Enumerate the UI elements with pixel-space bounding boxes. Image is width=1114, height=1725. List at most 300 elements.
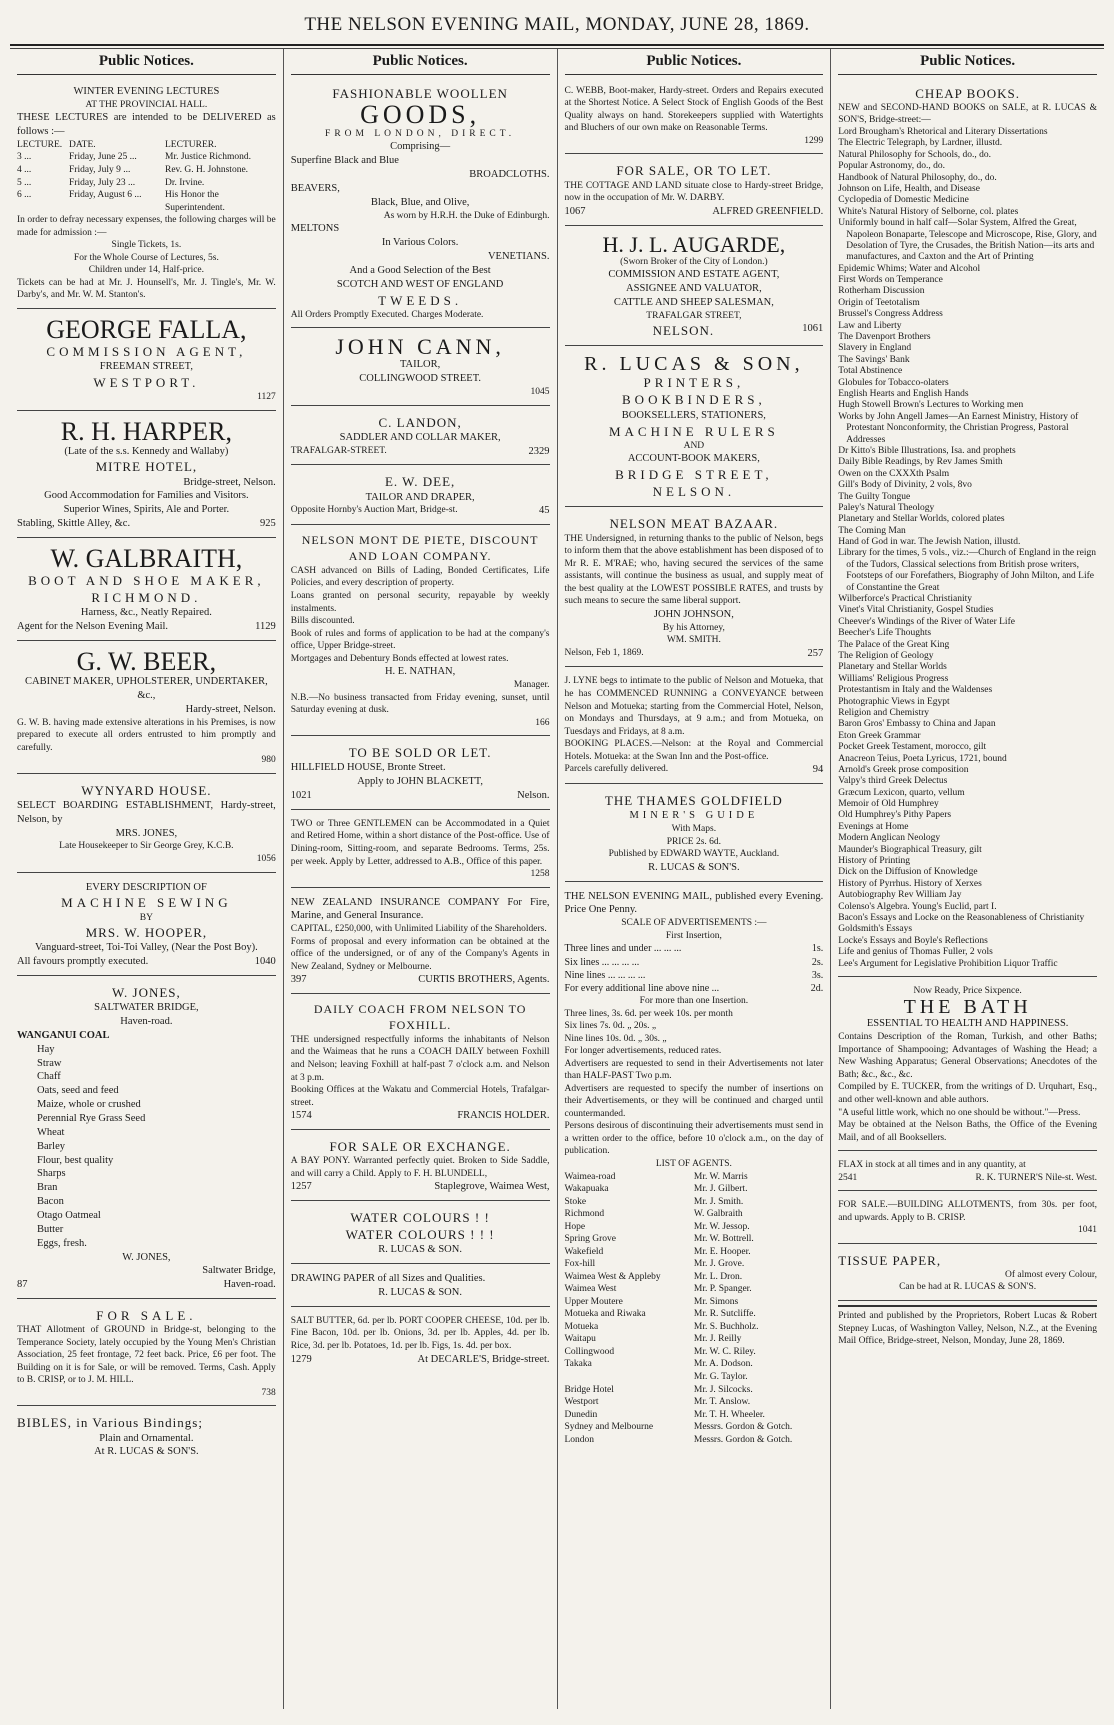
ad-body: J. LYNE begs to intimate to the public of Nelson and Motueka, that he has COMMENCED RUNNING a CONVEYANCE between Nelson and Motueka; starting from the Commercial Hotel, Nelson, on Mondays and Thursdays, at 9 a.m.; and from Motueka, on Tuesdays and Fridays, at 8 a.m. [564,676,824,737]
book-list [838,127,1097,970]
list-item: Life and genius of Thomas Fuller, 2 vols [838,947,993,958]
list-item: Beecher's Life Thoughts [838,628,932,639]
cell: Upper Moutere [564,1296,623,1307]
cell: Stoke [564,1196,587,1207]
ad-signature: H. E. NATHAN, [384,666,456,678]
ad-title: TISSUE PAPER, [838,1252,942,1268]
ad-line: MACHINE RULERS [608,423,779,439]
ad-line: WESTPORT. [93,374,200,390]
cell: Six lines ... ... ... ... [564,956,640,968]
ad-title: DAILY COACH FROM NELSON TO FOXHILL. [313,1002,527,1033]
ad-body: SALT BUTTER, 6d. per lb. PORT COOPER CHEESE, 10d. per lb. Fine Bacon, 10d. per lb. Onions, 3d. per lb. Apples, 4d. per lb. Rice, 3d. per lb. Potatoes, 1d. per lb. Figs, 1s. 4d. per box. [290,1315,550,1352]
ad-body: Contains Description of the Roman, Turkish, and other Baths; Importance of Shampooing; Advantages of Washing the Head; a New Washing Apparatus; General Observations; Anecdotes of the Bath; &c., &c., &c. [838,1032,1097,1080]
column-heading: Public Notices. [291,52,550,75]
ad-line: SCOTCH AND WEST OF ENGLAND [336,278,504,290]
lucas-printers-ad [565,350,824,507]
ad-signature: At DECARLE'S, Bridge-street. [417,1353,550,1365]
ad-line: Nine lines 10s. 0d. „ 30s. „ [564,1033,667,1044]
lectures-ad [17,81,276,309]
flax-ad [838,1155,1097,1191]
list-item: Origin of Teetotalism [838,297,920,308]
cell: Nine lines ... ... ... ... [564,969,646,981]
list-item: Works by John Angell James—An Earnest Ministry, History of Protestant Nonconformity, the Christian Progress, Pastoral Addresses [838,411,1079,445]
sold-ad [291,740,550,810]
ad-line: RICHMOND. [91,590,202,606]
list-item: Popular Astronomy, do., do. [838,161,946,172]
cell: Mr. J. Silcocks. [693,1384,753,1395]
ad-body: THE Undersigned, in returning thanks to the public of Nelson, begs to inform them that the above establishment has been disposed of to Mr R. E. M'RAE; who, having secured the services of the same assistants, will continue the business as usual, and supply meat of the best quality at the LOWEST POSSIBLE RATES, and trusts by such means to secure the same liberal support. [564,533,824,607]
bibles-ad [17,1410,276,1465]
woollen-ad [291,81,550,329]
cell: 1s. [811,943,824,955]
ad-line: PRICE 2s. 6d. [666,836,722,847]
column-3 [557,49,831,1709]
lecture-table-header [17,139,276,152]
cell: Rev. G. H. Johnstone. [165,164,249,175]
ad-line: Three lines, 3s. 6d. per week 10s. per month [564,1008,733,1019]
list-item: Otago Oatmeal [37,1209,101,1221]
ad-body: THE COTTAGE AND LAND situate close to Hardy-street Bridge, now in the occupation of Mr. W. DARBY. [564,180,824,204]
list-item: First Words on Temperance [838,275,943,286]
ad-line: All favours promptly executed. [17,956,149,968]
cell: Mr. T. Anslow. [693,1397,751,1408]
ad-title: GEORGE FALLA, [46,314,247,344]
ad-body: C. WEBB, Boot-maker, Hardy-street. Orders and Repairs executed at the Shortest Notice. A Select Stock of English Goods of the Best Quality always on hand. Storekeepers supplied with Watertights and Bluchers of our own make on Reasonable Terms. [564,85,824,134]
list-item: Maunder's Biographical Treasury, gilt [838,844,982,855]
ad-line: WANGANUI COAL [17,1029,110,1041]
list-item: Hand of God in war. The Jewish Nation, illustd. [838,537,1021,548]
cell: Friday, June 25 ... [69,152,137,163]
ad-line: TWEEDS. [378,292,463,308]
cell: Mr. W. Bottrell. [693,1234,754,1245]
list-item: Religion and Chemistry [838,707,930,718]
list-item: Old Humphrey's Pithy Papers [838,810,952,821]
hooper-ad [17,877,276,976]
ad-line: With Maps. [671,824,717,835]
ad-title: FASHIONABLE WOOLLEN [332,85,508,101]
ad-title: E. W. DEE, [384,474,456,490]
ad-line: Nelson, Feb 1, 1869. [564,647,644,658]
list-item: Autobiography Rev William Jay [838,890,962,901]
ad-number: 45 [539,505,550,517]
list-item: Eggs, fresh. [37,1237,87,1249]
cell: Bridge Hotel [564,1384,614,1395]
ad-subtitle: AT THE PROVINCIAL HALL. [85,99,208,110]
ad-line: Of almost every Colour, [1005,1269,1097,1280]
ad-title: NELSON MONT DE PIETE, DISCOUNT AND LOAN COMPANY. [301,533,539,564]
exchange-ad [291,1134,550,1201]
cell: Motueka and Riwaka [564,1309,646,1320]
ad-body: Forms of proposal and every information can be obtained at the office of the undersigned, or of any of the Company's Agents in New Zealand, Sydney or Melbourne. [290,936,550,972]
ad-line: (Late of the s.s. Kennedy and Wallaby) [64,445,229,457]
imprint: Printed and published by the Proprietors, Robert Lucas & Robert Stepney Lucas, of Washington Valley, Nelson, N.Z., at the Evening Mail Office, Bridge-street, Nelson, Monday, June 28, 1869. [838,1305,1097,1348]
ad-title: TO BE SOLD OR LET. [348,745,492,761]
piete-ad [291,529,550,736]
ad-number: 1045 [530,387,550,398]
ad-body: Booking Offices at the Wakatu and Commercial Hotels, Trafalgar-street. [290,1085,550,1108]
ad-number: 1299 [804,135,824,146]
list-item: Cheever's Windings of the River of Water Life [838,616,1015,627]
list-item: Eton Greek Grammar [838,730,921,741]
ad-body: Compiled by E. TUCKER, from the writings of D. Urquhart, Esq., and other well-known and able authors. [838,1082,1097,1105]
ad-body: A BAY PONY. Warranted perfectly quiet. Broken to Side Saddle, and will carry a Child. Apply to F. H. BLUNDELL, [290,1156,550,1179]
cell: Mr. S. Buchholz. [693,1321,759,1332]
cell: 3s. [811,969,824,981]
cell: Mr. J. Grove. [693,1259,745,1270]
ad-line: Stabling, Skittle Alley, &c. [17,518,131,530]
cell: Mr. W. Jessop. [693,1221,750,1232]
list-item: Owen on the CXXXth Psalm [838,468,950,479]
ad-line: Agent for the Nelson Evening Mail. [17,621,169,633]
ad-body: DRAWING PAPER of all Sizes and Qualities. [290,1273,486,1285]
ad-title: WATER COLOURS ! ! [350,1210,490,1226]
cell: Mr. L. Dron. [693,1271,743,1282]
ad-line: Superfine Black and Blue [290,155,399,167]
list-item: Modern Anglican Neology [838,833,941,844]
ad-line: NELSON. [652,484,736,500]
list-item: Natural Philosophy for Schools, do., do. [838,149,992,160]
ad-title: FOR SALE OR EXCHANGE. [329,1138,511,1154]
list-item: Brussel's Congress Address [838,309,943,320]
ad-line: SADDLER AND COLLAR MAKER, [339,431,501,443]
ad-title: W. GALBRAITH, [50,543,243,573]
ad-title: FOR SALE, OR TO LET. [616,163,772,179]
list-item: Evenings at Home [838,821,909,832]
cell: Mr. J. Gilbert. [693,1184,748,1195]
ad-signature: FRANCIS HOLDER. [457,1110,550,1122]
ad-line: Black, Blue, and Olive, [370,196,470,208]
ad-line: SALTWATER BRIDGE, [94,1002,199,1014]
ad-line: CATTLE AND SHEEP SALESMAN, [613,296,774,308]
jones-ad [17,980,276,1299]
ad-number: 94 [812,764,824,776]
column-heading: Public Notices. [838,52,1097,75]
ad-number: 1021 [290,790,312,802]
thames-ad [565,788,824,881]
cell: Motueka [564,1321,599,1332]
ad-body: BOOKING PLACES.—Nelson: at the Royal and Commercial Hotels. Motueka: at the Swan Inn and the Post-office. [564,739,824,762]
ad-line: CABINET MAKER, UPHOLSTERER, UNDERTAKER, &c., [24,676,268,701]
dee-ad [291,469,550,525]
list-item: Uniformly bound in half calf—Solar System, Alfred the Great, Napoleon Bonaparte, Telescope and Microscope, Rise, Glory, and Desolation of Tyre, the Crusades, the British Nation—its arts and manufactures, and Caxton and the Art of Printing [838,218,1097,263]
ad-line: Now Ready, Price Sixpence. [913,985,1022,996]
cell: Mr. J. Smith. [693,1196,744,1207]
cell: Mr. P. Spanger. [693,1284,752,1295]
list-item: Goldsmith's Essays [838,924,913,935]
column-4 [830,49,1104,1709]
ad-number: 2541 [838,1172,858,1183]
ad-number: 1041 [1078,1225,1097,1236]
ad-body: CASH advanced on Bills of Lading, Bonded Certificates, Life Policies, and every description of property. [290,565,550,589]
ad-body: FOR SALE.—BUILDING ALLOTMENTS, from 30s. per foot, and upwards. Apply to B. CRISP. [838,1200,1097,1223]
ad-line: SCALE OF ADVERTISEMENTS :— [621,918,767,929]
ad-line: Harness, &c., Neatly Repaired. [80,607,212,619]
ad-title: MACHINE SEWING [61,895,232,911]
cell: Friday, July 23 ... [69,177,136,188]
ad-body: Mortgages and Debentury Bonds effected at lowest rates. [290,653,509,664]
ad-title: G. W. BEER, [76,647,217,676]
column-heading: Public Notices. [565,52,824,75]
gentlemen-ad [291,814,550,888]
list-item: The Savings' Bank [838,354,910,365]
ad-number: 257 [807,647,824,659]
ad-body: SELECT BOARDING ESTABLISHMENT, Hardy-street, Nelson, by [17,799,276,825]
ad-body: G. W. B. having made extensive alterations in his Premises, is now prepared to execute all orders entrusted to him promptly and carefully. [17,717,276,753]
list-item: Protestantism in Italy and the Waldenses [838,685,993,696]
evening-mail-rates-ad [565,886,824,1453]
ad-signature: R. LUCAS & SON. [378,1287,462,1299]
ad-line: Comprising— [390,141,451,153]
ad-line: MRS. JONES, [115,827,178,839]
bath-ad [838,981,1097,1151]
cell: Westport [564,1397,599,1408]
cell: Waitapu [564,1334,596,1345]
harper-ad [17,415,276,538]
ad-line: BY [139,912,153,923]
cell: 5 ... [17,177,32,188]
cell: Friday, July 9 ... [69,164,131,175]
ad-line: ASSIGNEE AND VALUATOR, [626,282,762,294]
cell: W. Galbraith [693,1209,743,1220]
list-item: Gill's Body of Divinity, 2 vols, 8vo [838,480,972,491]
ad-signature: R. K. TURNER'S Nile-st. West. [975,1172,1097,1183]
ad-number: 2329 [528,445,550,457]
ad-line: NELSON. [652,323,715,339]
list-item: Johnson on Life, Health, and Disease [838,183,980,194]
ad-body: TWO or Three GENTLEMEN can be Accommodated in a Quiet and Retired Home, within a short distance of the Post-office. Use of Dining-room, Sitting-room, and separate Bedrooms. Terms, 25s. per week. Apply by Letter, addressed to A.B., Office of this paper. [290,818,550,867]
cell: 3 ... [17,152,32,163]
cell: 6 ... [17,190,32,201]
ad-line: And a Good Selection of the Best [349,264,491,276]
list-item: The Davenport Brothers [838,332,931,343]
cell: 2d. [810,982,824,994]
list-item: Pocket Greek Testament, morocco, gilt [838,742,987,753]
ad-signature: ALFRED GREENFIELD. [712,205,824,217]
ad-line: BOOKBINDERS, [622,392,766,408]
cell: 2s. [811,956,824,968]
cell: Hope [564,1221,586,1232]
cell: Fox-hill [564,1259,596,1270]
list-item: Epidemic Whims; Water and Alcohol [838,263,981,274]
cell [565,1371,694,1384]
landon-ad [291,410,550,466]
ad-number: 1040 [254,956,276,968]
list-item: Total Abstinence [838,366,903,377]
list-item: White's Natural History of Selborne, col. plates [838,206,1019,217]
cell: Waimea West & Appleby [564,1271,661,1282]
columns [10,49,1104,1709]
cell: Wakapuaka [564,1184,609,1195]
ad-line: Good Accommodation for Families and Visitors. [44,490,249,502]
list-item: Hugh Stowell Brown's Lectures to Working men [838,400,1024,411]
list-item: Oats, seed and feed [37,1085,119,1097]
ad-line: ESSENTIAL TO HEALTH AND HAPPINESS. [866,1018,1069,1030]
list-item: Handbook of Natural Philosophy, do., do. [838,172,997,183]
list-item: Hay [37,1043,55,1055]
cell: 4 ... [17,164,32,175]
cann-ad [291,332,550,405]
ad-number: 1061 [802,323,824,335]
ad-number: 87 [17,1279,28,1291]
cell: Mr. Simons [693,1296,739,1307]
ad-line: COMMISSION AND ESTATE AGENT, [608,269,780,281]
ad-signature: CURTIS BROTHERS, Agents. [418,974,550,986]
ad-line: BEAVERS, [290,183,340,195]
ad-line: For longer advertisements, reduced rates. [564,1046,722,1057]
cell: Mr. T. H. Wheeler. [693,1409,765,1420]
ad-body: THESE LECTURES are intended to be DELIVERED as follows :— [17,112,276,138]
ad-title: R. LUCAS & SON, [584,353,804,376]
cell: Mr. Justice Richmond. [165,152,252,163]
masthead-rule [10,44,1104,46]
list-item: Sharps [37,1168,66,1180]
ad-body: Book of rules and forms of application to be had at the company's office, Upper Bridge-street. [290,628,550,652]
list-item: Valpy's third Greek Delectus [838,776,948,787]
ad-title: W. JONES, [111,984,181,1000]
ad-number: 738 [261,1387,276,1398]
ad-title: GOODS, [360,99,481,129]
ad-line: Opposite Hornby's Auction Mart, Bridge-st. [290,505,458,516]
ad-title: NELSON MEAT BAZAAR. [609,516,779,532]
ad-title: BIBLES, in Various Bindings; [17,1415,203,1431]
list-item: Paley's Natural Theology [838,502,935,513]
ad-number: 1067 [564,205,586,217]
list-item: Lord Brougham's Rhetorical and Literary Dissertations [838,127,1048,138]
webb-ad [565,81,824,155]
butter-ad [291,1311,550,1372]
ad-title: H. J. L. AUGARDE, [602,231,786,257]
list-item: Arnold's Greek prose composition [838,764,969,775]
ad-line: LIST OF AGENTS. [655,1158,732,1169]
ad-line: TRAFALGAR STREET, [646,310,742,321]
ad-line: BROADCLOTHS. [469,169,550,181]
cell: Richmond [564,1209,605,1220]
table-header: LECTURE. [17,139,63,150]
list-item: Photographic Views in Egypt [838,696,950,707]
ad-line: Children under 14, Half-price. [88,265,205,276]
list-item: The Palace of the Great King [838,639,950,650]
ad-line: Plain and Ornamental. [99,1432,194,1444]
product-list [17,1043,276,1251]
ad-number: 1258 [530,869,550,880]
cell: London [564,1434,595,1445]
ad-body: THE undersigned respectfully informs the inhabitants of Nelson and the Waimeas that he runs a COACH DAILY between Foxhill and Nelson; leaving Foxhill at half-past 7 o'clock a.m. and Nelson at 3 p.m. [290,1034,550,1083]
cottage-ad [565,158,824,225]
ad-line: For more than one Insertion. [639,996,749,1007]
ad-line: BOOT AND SHOE MAKER, [28,572,265,588]
list-item: English Hearts and English Hands [838,389,969,399]
cell: Spring Grove [564,1234,616,1245]
galbraith-ad [17,542,276,641]
ad-signature: JOHN JOHNSON, [653,608,734,620]
ad-number: 1056 [256,853,276,864]
column-heading: Public Notices. [17,52,276,75]
cell: Mr. R. Sutcliffe. [693,1309,756,1320]
ad-line: Haven-road. [120,1015,173,1027]
masthead: THE NELSON EVENING MAIL, MONDAY, JUNE 28, 1869. [304,14,810,35]
ad-line: TAILOR, [399,359,441,371]
ad-number: 1127 [257,391,276,402]
ad-line: At R. LUCAS & SON'S. [94,1446,199,1458]
building-allotments-ad [838,1195,1097,1244]
ad-number: 1129 [255,621,276,633]
ad-title: CHEAP BOOKS. [915,85,1020,101]
list-item: Library for the times, 5 vols., viz.:—Church of England in the reign of the Tudors, Classical selections from British prose writers, Footsteps of our Forefathers, Biography of John Milton, and Life of Constantine the Great [838,548,1097,593]
list-item: Lee's Argument for Legislative Prohibition Liquor Traffic [838,958,1058,969]
insurance-ad [291,892,550,995]
cheap-books-ad [838,81,1097,977]
list-item: History of Printing [838,856,911,867]
ad-line: In Various Colors. [381,237,459,249]
ad-body: Bills discounted. [290,616,355,627]
cell: Messrs. Gordon & Gotch. [693,1434,793,1445]
ad-body: THAT Allotment of GROUND in Bridge-st, belonging to the Temperance Society, lately occupied by the Young Men's Christian Association, 25 feet frontage, 72 feet back. Price, £6 per foot. The Building on it is for Sale, or will be removed. Terms, Cash. Apply to B. CRISP, or to J. M. HILL. [17,1325,276,1386]
ad-signature: By his Attorney, [662,622,725,633]
list-item: Baron Gros' Embassy to China and Japan [838,719,996,730]
ad-number: 1257 [290,1181,312,1193]
ad-line: Nelson. [517,790,550,802]
ad-line: MINER'S GUIDE [629,810,759,822]
list-item: Bacon's Essays and Locke on the Reasonableness of Christianity [838,912,1085,923]
ad-line: Six lines 7s. 0d. „ 20s. „ [564,1021,657,1032]
ad-title: R. H. HARPER, [60,416,232,446]
list-item: Law and Liberty [838,320,902,331]
cell: His Honor the Superintendent. [165,190,225,213]
ad-title: JOHN CANN, [335,334,505,360]
cell: Mr. E. Hooper. [693,1246,751,1257]
cell: Friday, August 6 ... [69,190,142,201]
list-item: Memoir of Old Humphrey [838,799,939,810]
list-item: Straw [37,1057,62,1069]
wynyard-ad [17,778,276,873]
ad-title: C. LANDON, [378,414,462,430]
list-item: Dr Kitto's Bible Illustrations, Isa. and prophets [838,445,1016,456]
table-row [17,164,276,177]
list-item: Daily Bible Readings, by Rev James Smith [838,457,1003,468]
ad-title: THE THAMES GOLDFIELD [604,793,783,809]
ad-number: 166 [535,717,550,728]
list-item: The Religion of Geology [838,650,934,661]
ad-line: For the Whole Course of Lectures, 5s. [73,252,219,263]
list-item: Wilberforce's Practical Christianity [838,594,973,605]
ad-line: ACCOUNT-BOOK MAKERS, [627,453,760,465]
column-2 [283,49,557,1709]
ad-body: Advertisers are requested to specify the number of insertions on their Advertisements, or they will be continued and charged until countermanded. [564,1083,824,1119]
falla-ad [17,313,276,411]
ad-line: Single Tickets, 1s. [111,240,182,251]
ad-body: In order to defray necessary expenses, the following charges will be made for admission :— [17,215,276,238]
cell: Mr. W. C. Riley. [693,1346,756,1357]
list-item: Chaff [37,1071,61,1083]
ad-line: COMMISSION AGENT, [46,343,247,359]
ad-line: All Orders Promptly Executed. Charges Moderate. [290,309,484,320]
ad-line: BOOKSELLERS, STATIONERS, [621,409,766,421]
ad-title: NEW ZEALAND INSURANCE COMPANY For Fire, Marine, and General Insurance. [290,896,550,922]
ad-line: Bridge-street, Nelson. [183,476,276,488]
ad-body: FLAX in stock at all times and in any quantity, at [838,1160,1026,1171]
cell: For every additional line above nine ... [564,982,720,994]
table-row [17,189,276,214]
ad-line: COLLINGWOOD STREET. [359,373,481,385]
lyne-ad [565,671,824,784]
cell: Sydney and Melbourne [564,1422,654,1433]
cell: Three lines and under ... ... ... [564,943,682,955]
ad-line: BRIDGE STREET, [615,467,773,483]
list-item: Græcum Lexicon, quarto, vellum [838,787,965,798]
water-colours-ad [291,1205,550,1264]
ad-line: As worn by H.R.H. the Duke of Edinburgh. [383,210,550,221]
ad-signature: Saltwater Bridge, [202,1265,276,1277]
